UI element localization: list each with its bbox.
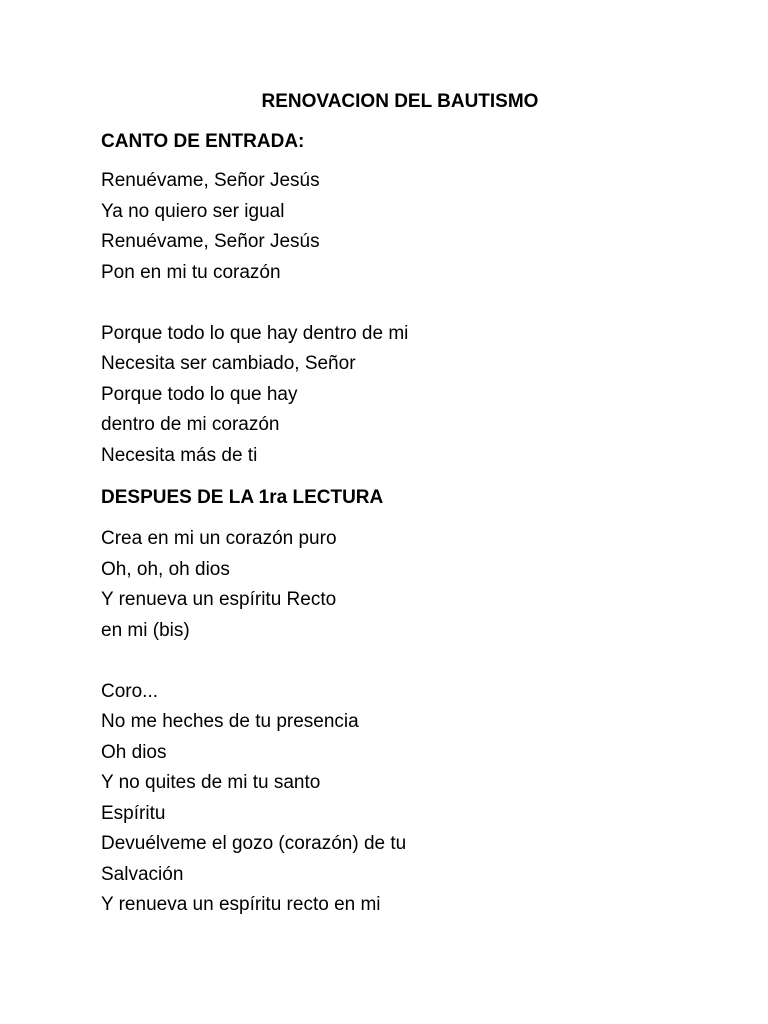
lyric-line: Renuévame, Señor Jesús [101,170,320,191]
lyric-line: Porque todo lo que hay dentro de mi [101,322,409,344]
lyrics-canto-de-entrada [101,166,408,471]
lyric-line: Oh, oh, oh dios [101,558,230,580]
lyric-line: Y renueva un espíritu recto en mi [101,894,381,915]
lyric-line: Espíritu [101,802,166,824]
lyric-line: dentro de mi corazón [101,414,280,435]
lyric-line: No me heches de tu presencia [101,711,359,732]
lyric-line: Pon en mi tu corazón [101,261,281,283]
lyric-line: Salvación [101,863,184,885]
lyric-line: Oh dios [101,741,167,763]
lyric-line: Y no quites de mi tu santo [101,772,321,793]
stanza-break [101,646,406,677]
section-heading-despues-de-la-1ra-lectura: DESPUES DE LA 1ra LECTURA [101,487,384,508]
lyric-line: Renuévame, Señor Jesús [101,231,320,252]
lyric-line: en mi (bis) [101,619,190,641]
lyric-line: Porque todo lo que hay [101,383,298,405]
lyric-line: Devuélveme el gozo (corazón) de tu [101,833,407,854]
lyric-line: Y renueva un espíritu Recto [101,589,337,610]
lyric-line: Necesita más de ti [101,444,258,466]
lyric-line: Crea en mi un corazón puro [101,528,337,549]
lyrics-despues-de-la-1ra-lectura [101,524,406,921]
stanza-break [101,288,408,319]
section-heading-canto-de-entrada: CANTO DE ENTRADA: [101,131,305,152]
lyric-line: Ya no quiero ser igual [101,200,285,222]
lyric-line: Coro... [101,680,159,702]
lyric-line: Necesita ser cambiado, Señor [101,353,356,374]
document-title: RENOVACION DEL BAUTISMO [261,91,539,112]
